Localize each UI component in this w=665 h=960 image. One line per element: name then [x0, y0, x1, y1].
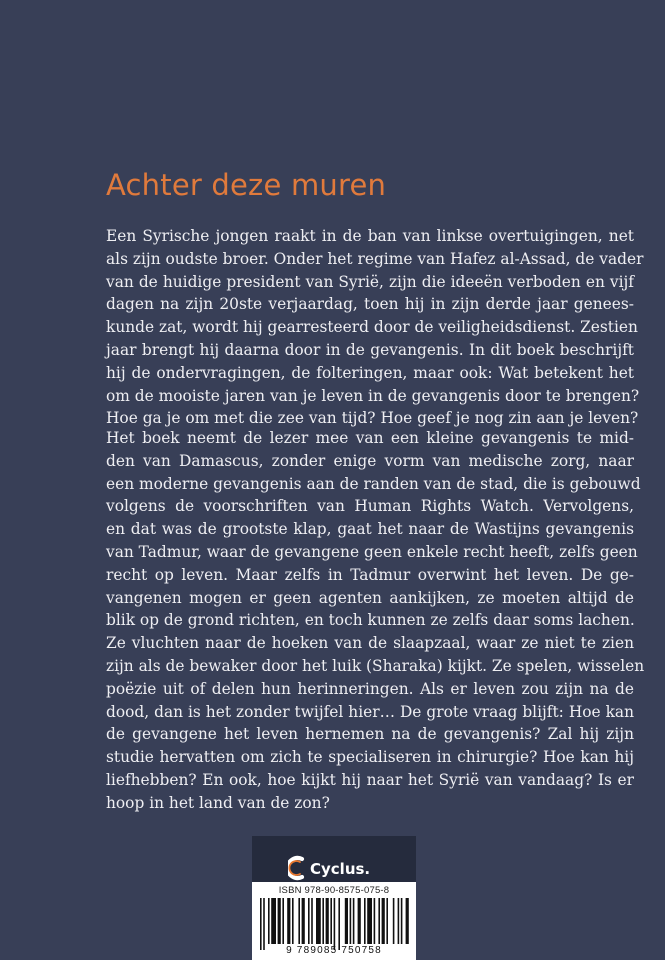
blurb-line: volgens de voorschriften van Human Rights Watch. Vervolgens,: [106, 497, 634, 516]
blurb-line: de gevangene het leven hernemen na de gevangenis? Zal hij zijn: [106, 725, 634, 744]
blurb-line: jaar brengt hij daarna door in de gevangenis. In dit boek beschrijft: [106, 340, 634, 359]
book-title: Achter deze muren: [106, 168, 387, 202]
barcode-digits: 9 789085 750758: [286, 945, 382, 956]
blurb-line: Een Syrische jongen raakt in de ban van linkse overtuigingen, net: [106, 227, 634, 245]
barcode-bar: [367, 898, 372, 944]
blurb-line: vangenen mogen er geen agenten aankijken, ze moeten altijd de: [106, 588, 634, 607]
blurb-line: en dat was de grootste klap, gaat het naar de Wastijns gevangenis: [106, 520, 634, 539]
barcode-bar: [374, 898, 376, 944]
barcode-bar: [398, 898, 400, 944]
blurb-line: kunde zat, wordt hij gearresteerd door de veiligheidsdienst. Zestien: [106, 318, 638, 337]
barcode-bar: [278, 898, 281, 944]
blurb-line: liefhebben? En ook, hoe kijkt hij naar het Syrië van vandaag? Is er: [106, 770, 634, 789]
barcode-bar: [358, 898, 361, 944]
logo-wordmark: Cyclus.: [310, 860, 371, 878]
blurb-line: Het boek neemt de lezer mee van een kleine gevangenis te mid-: [106, 429, 634, 447]
barcode-bar: [260, 898, 262, 950]
blurb-line: Hoe ga je om met die zee van tijd? Hoe geef je nog zin aan je leven?: [106, 409, 639, 428]
barcode-bar: [345, 898, 348, 944]
blurb-line: als zijn oudste broer. Onder het regime van Hafez al-Assad, de vader: [106, 249, 644, 268]
blurb-line: poëzie uit of delen hun herinneringen. Als er leven zou zijn na de: [106, 679, 634, 698]
blurb-line: van Tadmur, waar de gevangene geen enkele recht heeft, zelfs geen: [106, 542, 638, 561]
barcode-bar: [338, 898, 340, 950]
barcode-bar: [263, 898, 265, 950]
barcode-bar: [386, 898, 388, 944]
blurb-line: dagen na zijn 20ste verjaardag, toen hij in zijn derde jaar genees-: [106, 295, 634, 314]
barcode-bar: [271, 898, 276, 944]
blurb-line: om de mooiste jaren van je leven in de gevangenis door te brengen?: [106, 386, 640, 405]
blurb-line: hoop in het land van de zon?: [106, 793, 330, 812]
barcode-bar: [353, 898, 355, 944]
blurb-line: studie hervatten om zich te specialiseren in chirurgie? Hoe kan hij: [106, 748, 634, 767]
barcode-bar: [316, 898, 321, 944]
blurb-line: van de huidige president van Syrië, zijn die ideeën verboden en vijf: [106, 272, 634, 291]
barcode-bar: [292, 898, 294, 944]
barcode-bar: [326, 898, 329, 944]
barcode-bar: [350, 898, 352, 944]
barcode-bar: [287, 898, 290, 944]
barcode-icon: [260, 898, 410, 950]
barcode-bar: [298, 898, 300, 944]
barcode-box: [252, 882, 416, 960]
barcode-bar: [382, 898, 385, 944]
barcode-bar: [311, 898, 313, 944]
barcode-bar: [302, 898, 305, 944]
barcode-bar: [322, 898, 324, 944]
blurb-line: een moderne gevangenis aan de randen van de stad, die is gebouwd: [106, 474, 641, 493]
blurb-line: den van Damascus, zonder enige vorm van medische zorg, naar: [106, 451, 634, 470]
blurb-line: hij de ondervragingen, de folteringen, maar ook: Wat betekent het: [106, 363, 634, 382]
blurb-line: dood, dan is het zonder twijfel hier… De grote vraag blijft: Hoe kan: [106, 702, 634, 721]
blurb-line: blik op de grond richten, en toch kunnen ze zelfs daar soms lachen.: [106, 611, 635, 630]
barcode-bar: [393, 898, 395, 944]
barcode-bar: [268, 898, 270, 944]
barcode-bar: [330, 898, 332, 944]
blurb-line: Ze vluchten naar de hoeken van de slaapzaal, waar ze niet te zien: [106, 634, 634, 653]
barcode-bar: [282, 898, 284, 944]
barcode-bar: [401, 898, 403, 944]
blurb-paragraph-2: [106, 427, 645, 815]
barcode-bar: [378, 898, 380, 944]
isbn-label: ISBN 978-90-8575-075-8: [278, 885, 390, 896]
cyclus-logo-icon: [288, 853, 380, 883]
blurb-paragraph-1: [106, 225, 644, 430]
barcode-bar: [308, 898, 310, 944]
blurb-line: recht op leven. Maar zelfs in Tadmur overwint het leven. De ge-: [106, 565, 634, 584]
blurb-line: zijn als de bewaker door het luik (Sharaka) kijkt. Ze spelen, wisselen: [106, 656, 645, 675]
barcode-bar: [334, 898, 336, 950]
barcode-bar: [406, 898, 409, 944]
barcode-bar: [364, 898, 366, 944]
